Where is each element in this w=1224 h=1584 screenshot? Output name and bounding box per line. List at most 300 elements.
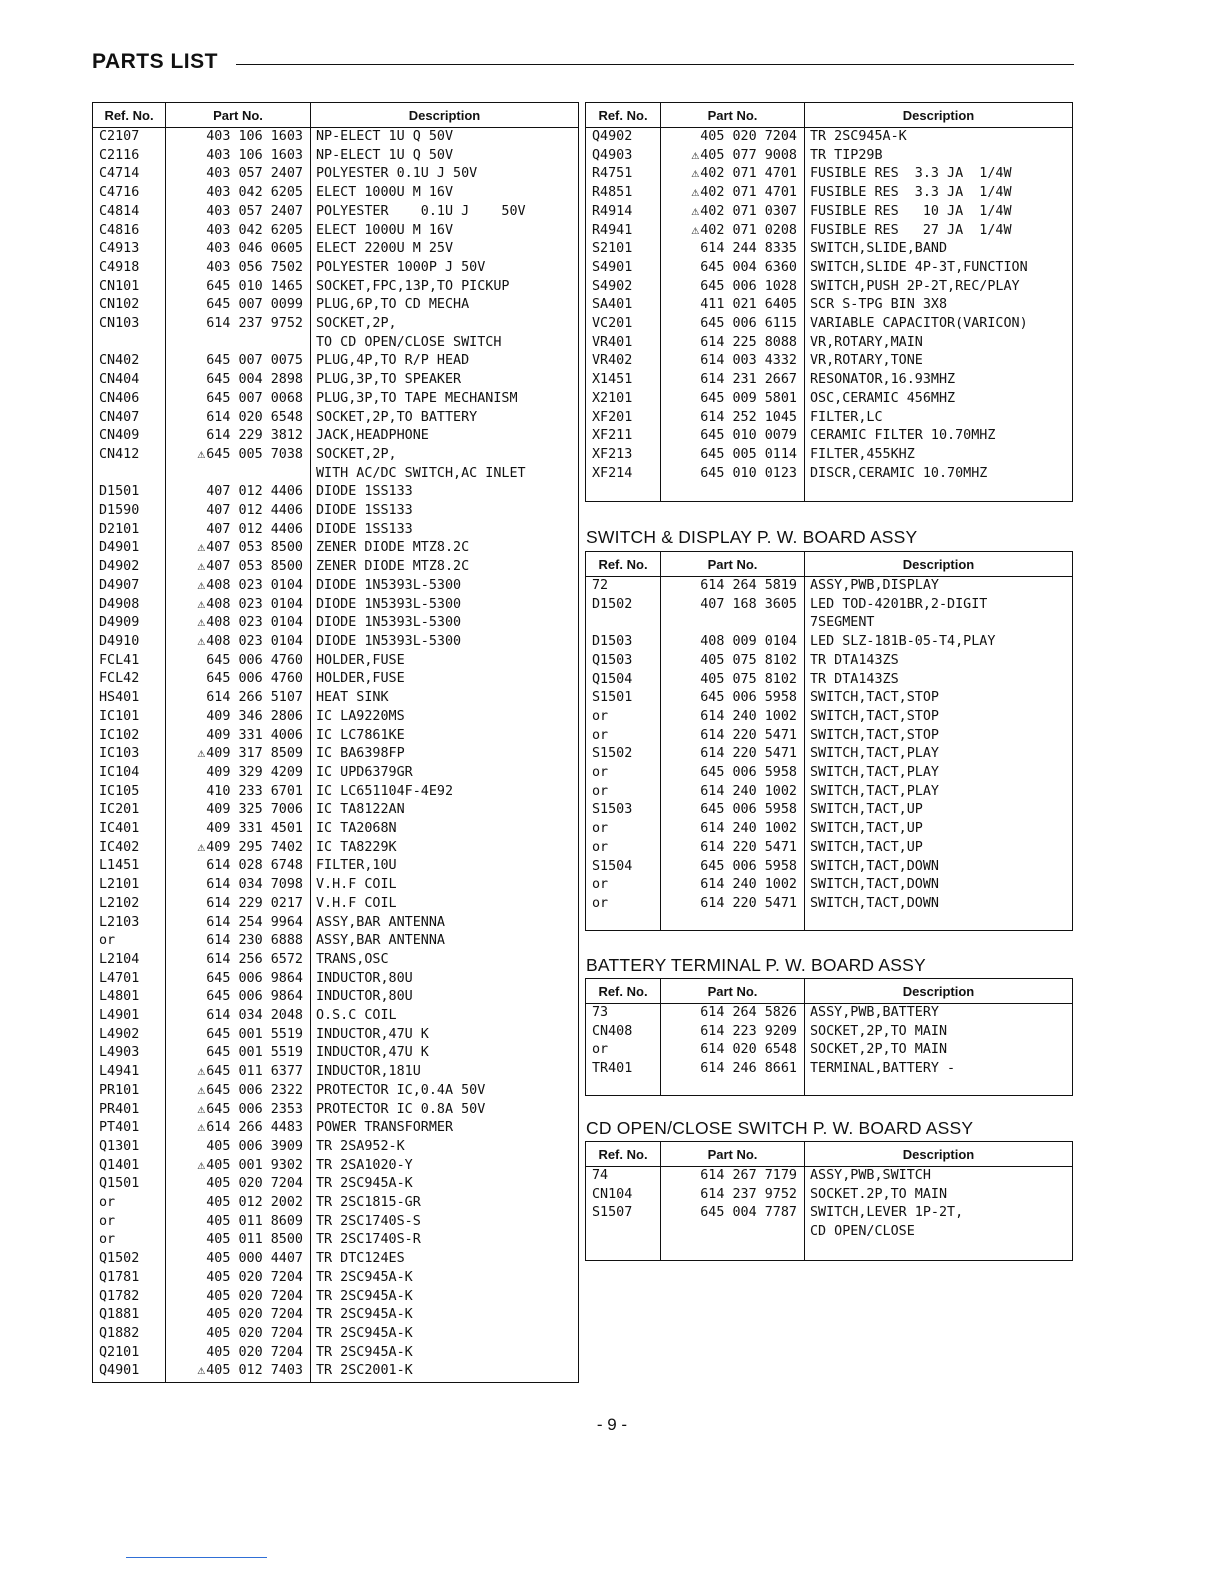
part-number-text: 405 020 7204 xyxy=(206,1307,303,1323)
filler-cell xyxy=(661,914,805,931)
table-row xyxy=(93,1082,579,1101)
warning-triangle-icon: ⚠ xyxy=(197,633,206,649)
ref-no-cell: IC102 xyxy=(99,727,140,743)
part-no-cell xyxy=(166,521,311,540)
description-header: Description xyxy=(805,979,1073,1004)
part-number-text: 403 042 6205 xyxy=(206,222,303,238)
part-number-text: 614 034 7098 xyxy=(206,877,303,893)
part-no-cell xyxy=(166,1194,311,1213)
part-no-cell xyxy=(661,1060,805,1079)
part-no-cell xyxy=(661,820,805,839)
ref-no-cell: L4903 xyxy=(99,1045,140,1061)
description-cell: SOCKET,FPC,13P,TO PICKUP xyxy=(316,278,510,294)
ref-no-cell: D2101 xyxy=(99,521,140,537)
description-cell: SWITCH,TACT,UP xyxy=(810,802,923,818)
description-header: Description xyxy=(805,103,1073,128)
ref-no-cell: or xyxy=(592,877,609,893)
part-no-cell xyxy=(661,764,805,783)
ref-no-cell: CN103 xyxy=(99,316,140,332)
table-row xyxy=(93,1325,579,1344)
part-no-cell xyxy=(661,876,805,895)
ref-no-header: Ref. No. xyxy=(586,552,661,577)
table-row xyxy=(93,970,579,989)
part-number-text: 405 012 7403 xyxy=(206,1363,303,1379)
part-no-cell xyxy=(166,483,311,502)
ref-no-cell: CN101 xyxy=(99,278,140,294)
part-number-text: 614 240 1002 xyxy=(700,783,797,799)
filler-row xyxy=(586,483,1073,501)
table-row xyxy=(93,764,579,783)
part-no-cell xyxy=(166,708,311,727)
part-number-text: 614 225 8088 xyxy=(700,334,797,350)
description-cell: SWITCH,TACT,DOWN xyxy=(810,858,939,874)
table-row xyxy=(93,1288,579,1307)
table-row xyxy=(586,876,1073,895)
table-row xyxy=(93,596,579,615)
ref-no-cell: C2116 xyxy=(99,147,140,163)
battery-terminal-parts-table xyxy=(585,978,1073,1096)
description-cell: DIODE 1N5393L-5300 xyxy=(316,615,462,631)
ref-no-cell: S1502 xyxy=(592,746,633,762)
part-no-header: Part No. xyxy=(166,103,311,128)
table-row xyxy=(93,315,579,334)
part-no-cell xyxy=(166,390,311,409)
description-cell: TR 2SC1740S-S xyxy=(316,1213,421,1229)
table-row xyxy=(93,820,579,839)
filler-cell xyxy=(805,1242,1073,1261)
table-row xyxy=(586,1023,1073,1042)
ref-no-cell: L2103 xyxy=(99,914,140,930)
part-number-text: 407 012 4406 xyxy=(206,484,303,500)
table-row xyxy=(93,371,579,390)
table-row xyxy=(586,764,1073,783)
description-cell: IC UPD6379GR xyxy=(316,764,413,780)
description-cell: ASSY,PWB,SWITCH xyxy=(810,1168,931,1183)
table-row xyxy=(93,240,579,259)
ref-no-cell: Q4901 xyxy=(99,1363,140,1379)
part-no-cell xyxy=(661,390,805,409)
ref-no-cell: L2102 xyxy=(99,895,140,911)
warning-triangle-icon: ⚠ xyxy=(197,1120,206,1136)
ref-no-cell: S4902 xyxy=(592,278,633,294)
part-no-cell xyxy=(166,1344,311,1363)
part-number-text: 614 020 6548 xyxy=(206,409,303,425)
ref-no-cell: S1504 xyxy=(592,858,633,874)
description-cell: TR TIP29B xyxy=(810,147,883,163)
part-number-text: 403 046 0605 xyxy=(206,241,303,257)
ref-no-header: Ref. No. xyxy=(93,103,166,128)
warning-triangle-icon: ⚠ xyxy=(197,559,206,575)
part-number-text: 614 267 7179 xyxy=(700,1168,797,1183)
part-no-cell xyxy=(661,465,805,484)
part-no-cell xyxy=(166,1119,311,1138)
part-no-cell xyxy=(166,1044,311,1063)
filler-cell xyxy=(93,1381,166,1382)
warning-triangle-icon: ⚠ xyxy=(197,615,206,631)
part-no-cell xyxy=(166,1306,311,1325)
description-cell: SWITCH,SLIDE 4P-3T,FUNCTION xyxy=(810,259,1028,275)
part-number-text: 645 011 6377 xyxy=(206,1064,303,1080)
part-no-cell xyxy=(166,502,311,521)
ref-no-cell: PT401 xyxy=(99,1120,140,1136)
switch-display-parts-table xyxy=(585,551,1073,931)
ref-no-cell: FCL42 xyxy=(99,671,140,687)
description-cell: ZENER DIODE MTZ8.2C xyxy=(316,540,470,556)
description-cell: FILTER,455KHZ xyxy=(810,446,915,462)
page-header xyxy=(92,50,1074,80)
description-cell: SWITCH,TACT,STOP xyxy=(810,708,939,724)
part-number-text: 614 264 5826 xyxy=(700,1005,797,1020)
table-row xyxy=(93,932,579,951)
description-cell: DIODE 1N5393L-5300 xyxy=(316,577,462,593)
table-row xyxy=(586,203,1073,222)
table-row xyxy=(586,427,1073,446)
part-no-cell xyxy=(661,184,805,203)
part-number-text: 405 020 7204 xyxy=(206,1269,303,1285)
part-number-text: 645 001 5519 xyxy=(206,1045,303,1061)
part-number-text: 614 266 5107 xyxy=(206,690,303,706)
ref-no-cell: Q2101 xyxy=(99,1344,140,1360)
ref-no-cell: IC105 xyxy=(99,783,140,799)
page-number: - 9 - xyxy=(596,1415,628,1434)
description-cell: IC BA6398FP xyxy=(316,746,405,762)
part-no-cell xyxy=(661,614,805,633)
description-cell: SWITCH,PUSH 2P-2T,REC/PLAY xyxy=(810,278,1020,294)
warning-triangle-icon: ⚠ xyxy=(197,746,206,762)
description-cell: SWITCH,TACT,UP xyxy=(810,821,923,837)
part-number-text: 614 240 1002 xyxy=(700,821,797,837)
part-no-cell xyxy=(661,1167,805,1186)
part-no-cell xyxy=(166,1288,311,1307)
part-number-text: 407 012 4406 xyxy=(206,503,303,519)
part-no-cell xyxy=(166,783,311,802)
ref-no-cell: D4909 xyxy=(99,615,140,631)
table-row xyxy=(586,1060,1073,1079)
ref-no-cell: SA401 xyxy=(592,297,633,313)
ref-no-cell: HS401 xyxy=(99,690,140,706)
ref-no-cell: D1590 xyxy=(99,503,140,519)
part-number-text: 645 006 4760 xyxy=(206,652,303,668)
part-no-cell xyxy=(166,203,311,222)
part-no-cell xyxy=(166,147,311,166)
part-no-cell xyxy=(166,222,311,241)
part-no-cell xyxy=(166,614,311,633)
description-cell: SWITCH,LEVER 1P-2T, xyxy=(810,1205,964,1221)
description-cell: INDUCTOR,47U K xyxy=(316,1045,429,1061)
part-no-cell xyxy=(661,427,805,446)
table-row xyxy=(586,165,1073,184)
part-no-cell xyxy=(661,633,805,652)
ref-no-cell: or xyxy=(592,765,609,781)
part-no-cell xyxy=(166,1250,311,1269)
ref-no-cell: or xyxy=(99,1232,116,1248)
part-no-cell xyxy=(166,895,311,914)
table-row xyxy=(93,1138,579,1157)
table-row xyxy=(93,427,579,446)
description-cell: RESONATOR,16.93MHZ xyxy=(810,372,956,388)
ref-no-cell: L4801 xyxy=(99,989,140,1005)
part-number-text: 645 006 1028 xyxy=(700,278,797,294)
ref-no-cell: Q1401 xyxy=(99,1157,140,1173)
description-cell: IC TA2068N xyxy=(316,821,397,837)
description-cell: TR 2SC945A-K xyxy=(316,1344,413,1360)
table-row xyxy=(586,783,1073,802)
part-no-cell xyxy=(166,596,311,615)
ref-no-cell: D4910 xyxy=(99,633,140,649)
table-row xyxy=(93,783,579,802)
table-row xyxy=(93,203,579,222)
description-cell: IC TA8122AN xyxy=(316,802,405,818)
part-no-cell xyxy=(166,1082,311,1101)
part-number-text: 645 001 5519 xyxy=(206,1026,303,1042)
description-cell: SWITCH,TACT,DOWN xyxy=(810,895,939,911)
table-row xyxy=(586,1041,1073,1060)
part-no-cell xyxy=(661,596,805,615)
part-no-cell xyxy=(661,259,805,278)
description-cell: ASSY,BAR ANTENNA xyxy=(316,914,445,930)
description-cell: ZENER DIODE MTZ8.2C xyxy=(316,559,470,575)
table-row xyxy=(93,184,579,203)
part-no-cell xyxy=(166,1138,311,1157)
part-number-text: 645 006 9864 xyxy=(206,989,303,1005)
ref-no-cell: TR401 xyxy=(592,1061,633,1077)
part-number-text: 614 240 1002 xyxy=(700,708,797,724)
description-cell: DIODE 1SS133 xyxy=(316,521,413,537)
table-row xyxy=(93,914,579,933)
description-cell: IC LC7861KE xyxy=(316,727,405,743)
part-number-text: 409 317 8509 xyxy=(206,746,303,762)
part-number-text: 408 023 0104 xyxy=(206,633,303,649)
part-no-cell xyxy=(166,689,311,708)
table-row xyxy=(93,1213,579,1232)
part-no-cell xyxy=(661,296,805,315)
switch-display-section-title: SWITCH & DISPLAY P. W. BOARD ASSY xyxy=(586,527,918,547)
part-number-text: 409 329 4209 xyxy=(206,764,303,780)
table-row xyxy=(586,315,1073,334)
description-cell: INDUCTOR,47U K xyxy=(316,1026,429,1042)
description-cell: POLYESTER 0.1U J 50V xyxy=(316,166,478,182)
ref-no-cell: IC401 xyxy=(99,821,140,837)
description-cell: DIODE 1SS133 xyxy=(316,503,413,519)
part-number-text: 614 246 8661 xyxy=(700,1061,797,1077)
table-row xyxy=(93,652,579,671)
table-row xyxy=(93,801,579,820)
part-number-text: 405 012 2002 xyxy=(206,1195,303,1211)
main-parts-table xyxy=(92,102,579,1383)
ref-no-cell: S1501 xyxy=(592,690,633,706)
part-number-text: 645 006 5958 xyxy=(700,765,797,781)
description-cell: SOCKET,2P,TO MAIN xyxy=(810,1042,948,1058)
ref-no-cell: C4816 xyxy=(99,222,140,238)
description-cell: FILTER,10U xyxy=(316,858,397,874)
part-no-cell xyxy=(166,184,311,203)
ref-no-cell: C4814 xyxy=(99,203,140,219)
part-no-cell xyxy=(661,652,805,671)
table-row xyxy=(93,1026,579,1045)
part-number-text: 408 023 0104 xyxy=(206,577,303,593)
warning-triangle-icon: ⚠ xyxy=(197,1064,206,1080)
description-cell: POWER TRANSFORMER xyxy=(316,1120,454,1136)
part-number-text: 645 007 0075 xyxy=(206,353,303,369)
ref-no-cell: R4941 xyxy=(592,222,633,238)
ref-no-cell: or xyxy=(592,895,609,911)
part-no-cell xyxy=(661,783,805,802)
ref-no-cell: or xyxy=(592,1042,609,1058)
part-no-cell xyxy=(661,128,805,147)
part-no-cell xyxy=(661,1023,805,1042)
part-number-text: 645 004 6360 xyxy=(700,259,797,275)
ref-no-cell: or xyxy=(99,1213,116,1229)
ref-no-cell: L4901 xyxy=(99,1008,140,1024)
description-cell: FUSIBLE RES 10 JA 1/4W xyxy=(810,203,1012,219)
ref-no-cell: CN412 xyxy=(99,446,140,462)
part-number-text: 403 106 1603 xyxy=(206,129,303,144)
table-row xyxy=(586,596,1073,615)
part-no-cell xyxy=(166,296,311,315)
ref-no-header: Ref. No. xyxy=(586,103,661,128)
table-row xyxy=(586,278,1073,297)
ref-no-cell: D4901 xyxy=(99,540,140,556)
description-cell: SWITCH,TACT,STOP xyxy=(810,690,939,706)
description-header: Description xyxy=(805,552,1073,577)
part-number-text: 402 071 4701 xyxy=(700,185,797,201)
filler-row xyxy=(586,1079,1073,1096)
part-number-text: 407 053 8500 xyxy=(206,540,303,556)
part-number-text: 614 240 1002 xyxy=(700,877,797,893)
filler-cell xyxy=(586,483,661,501)
table-row xyxy=(586,577,1073,596)
part-no-cell xyxy=(166,876,311,895)
description-cell: TR 2SC945A-K xyxy=(316,1307,413,1323)
part-no-cell xyxy=(661,371,805,390)
part-no-cell xyxy=(166,670,311,689)
page-title: PARTS LIST xyxy=(92,50,218,73)
description-cell: IC LA9220MS xyxy=(316,708,405,724)
part-number-text: 614 237 9752 xyxy=(206,316,303,332)
description-cell: IC LC651104F-4E92 xyxy=(316,783,454,799)
part-no-cell xyxy=(661,147,805,166)
ref-no-cell: C4913 xyxy=(99,241,140,257)
part-no-cell xyxy=(166,652,311,671)
part-no-cell xyxy=(166,240,311,259)
description-cell: SWITCH,TACT,DOWN xyxy=(810,877,939,893)
warning-triangle-icon: ⚠ xyxy=(197,839,206,855)
table-row xyxy=(93,390,579,409)
description-cell: TERMINAL,BATTERY - xyxy=(810,1061,956,1077)
ref-no-cell: XF214 xyxy=(592,465,633,481)
ref-no-cell: Q1781 xyxy=(99,1269,140,1285)
table-row xyxy=(93,689,579,708)
ref-no-cell: L2101 xyxy=(99,877,140,893)
table-row xyxy=(586,128,1073,147)
description-cell: DIODE 1SS133 xyxy=(316,484,413,500)
description-cell: HEAT SINK xyxy=(316,690,389,706)
part-no-cell xyxy=(166,1231,311,1250)
part-no-cell xyxy=(661,1041,805,1060)
ref-no-cell: FCL41 xyxy=(99,652,140,668)
table-row xyxy=(586,614,1073,633)
ref-no-cell: CN407 xyxy=(99,409,140,425)
part-no-cell xyxy=(661,446,805,465)
description-cell: ELECT 2200U M 25V xyxy=(316,241,454,257)
description-cell: SWITCH,TACT,PLAY xyxy=(810,765,939,781)
description-cell: O.S.C COIL xyxy=(316,1008,397,1024)
part-number-text: 614 020 6548 xyxy=(700,1042,797,1058)
part-number-text: 645 006 9864 xyxy=(206,970,303,986)
ref-no-cell: or xyxy=(592,783,609,799)
part-number-text: 405 001 9302 xyxy=(206,1157,303,1173)
ref-no-cell: D4907 xyxy=(99,577,140,593)
part-number-text: 409 331 4006 xyxy=(206,727,303,743)
description-cell: 7SEGMENT xyxy=(810,615,875,631)
part-no-cell xyxy=(661,1204,805,1223)
filler-cell xyxy=(586,1079,661,1096)
part-no-cell xyxy=(166,465,311,484)
description-cell: NP-ELECT 1U Q 50V xyxy=(316,129,454,144)
part-number-text: 614 220 5471 xyxy=(700,839,797,855)
ref-no-cell: D4902 xyxy=(99,559,140,575)
table-row xyxy=(93,1306,579,1325)
ref-no-cell: Q4902 xyxy=(592,129,633,144)
part-number-text: 614 003 4332 xyxy=(700,353,797,369)
table-row xyxy=(93,296,579,315)
part-no-cell xyxy=(166,371,311,390)
table-row xyxy=(586,334,1073,353)
table-row xyxy=(93,895,579,914)
description-cell: ASSY,BAR ANTENNA xyxy=(316,933,445,949)
table-row xyxy=(93,1101,579,1120)
part-number-text: 405 000 4407 xyxy=(206,1251,303,1267)
part-no-cell xyxy=(166,334,311,353)
part-number-text: 645 004 2898 xyxy=(206,372,303,388)
part-no-cell xyxy=(661,801,805,820)
part-no-header: Part No. xyxy=(661,552,805,577)
description-cell: TR 2SC945A-K xyxy=(316,1269,413,1285)
part-number-text: 614 254 9964 xyxy=(206,914,303,930)
table-row xyxy=(93,1269,579,1288)
part-no-cell xyxy=(166,633,311,652)
warning-triangle-icon: ⚠ xyxy=(691,222,700,238)
ref-no-cell: or xyxy=(592,727,609,743)
part-no-cell xyxy=(166,764,311,783)
part-no-cell xyxy=(166,801,311,820)
table-row xyxy=(93,1175,579,1194)
description-cell: LED TOD-4201BR,2-DIGIT xyxy=(810,596,988,612)
table-row xyxy=(586,240,1073,259)
part-number-text: 405 075 8102 xyxy=(700,652,797,668)
part-no-header: Part No. xyxy=(661,103,805,128)
description-cell: PLUG,3P,TO TAPE MECHANISM xyxy=(316,390,518,406)
part-number-text: 645 007 0099 xyxy=(206,297,303,313)
table-row xyxy=(93,1231,579,1250)
part-number-text: 405 020 7204 xyxy=(206,1176,303,1192)
battery-terminal-section-title: BATTERY TERMINAL P. W. BOARD ASSY xyxy=(586,955,926,975)
ref-no-cell: L4941 xyxy=(99,1064,140,1080)
description-cell: TR 2SC2001-K xyxy=(316,1363,413,1379)
part-number-text: 405 020 7204 xyxy=(206,1344,303,1360)
part-no-cell xyxy=(661,839,805,858)
part-no-cell xyxy=(166,577,311,596)
part-number-text: 405 020 7204 xyxy=(206,1288,303,1304)
ref-no-cell: VR401 xyxy=(592,334,633,350)
description-cell: CD OPEN/CLOSE xyxy=(810,1224,915,1240)
part-no-cell xyxy=(166,1269,311,1288)
part-number-text: 645 006 4760 xyxy=(206,671,303,687)
table-row xyxy=(586,1167,1073,1186)
table-row xyxy=(586,689,1073,708)
description-cell: SWITCH,TACT,STOP xyxy=(810,727,939,743)
part-number-text: 403 056 7502 xyxy=(206,259,303,275)
